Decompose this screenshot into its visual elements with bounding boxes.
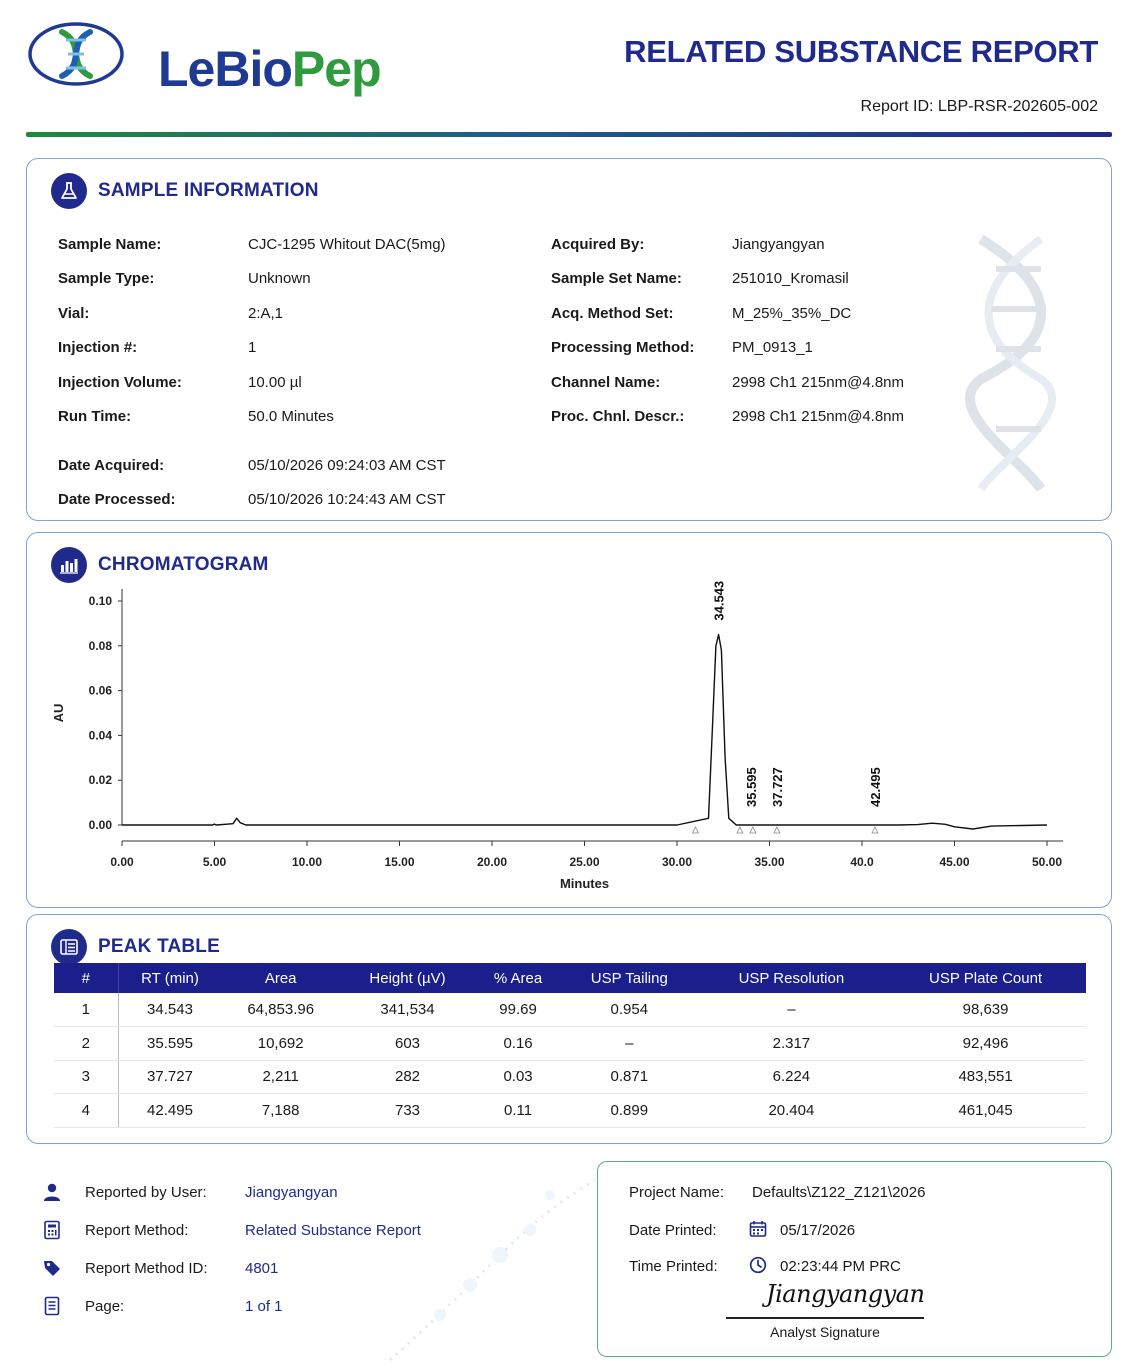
y-tick-label: 0.04 (88, 728, 112, 743)
peak-label: 34.543 (711, 580, 727, 621)
table-cell: 2.317 (698, 1027, 885, 1061)
table-cell: 37.727 (118, 1060, 221, 1094)
sample-information-title: SAMPLE INFORMATION (98, 180, 319, 201)
baseline-marker (693, 827, 699, 833)
sample-field-left-0-value: CJC-1295 Whitout DAC(5mg) (248, 236, 446, 253)
table-cell: 10,692 (221, 1027, 339, 1061)
table-cell: 6.224 (698, 1060, 885, 1094)
x-tick-label: 0.00 (110, 855, 134, 869)
x-tick-label: 25.00 (569, 855, 600, 869)
table-cell: 0.871 (561, 1060, 698, 1094)
table-icon (51, 929, 87, 965)
report-meta (40, 1170, 580, 1360)
sample-field-left-2 (58, 305, 538, 325)
table-cell: 282 (340, 1060, 475, 1094)
x-tick-label: 45.00 (939, 855, 970, 869)
time-printed-value: 02:23:44 PM PRC (780, 1257, 901, 1275)
signature-line (726, 1317, 924, 1319)
table-cell: 42.495 (118, 1094, 221, 1128)
sample-date-0 (58, 457, 538, 477)
sample-field-left-2-value: 2:A,1 (248, 305, 284, 322)
meta-row (40, 1218, 580, 1242)
date-printed-label: Date Printed: (629, 1221, 717, 1239)
brand-logo (26, 18, 381, 97)
sample-field-right-5 (551, 408, 1031, 428)
header-divider (26, 132, 1112, 137)
sample-date-1 (58, 491, 538, 511)
sample-field-left-5-value: 50.0 Minutes (248, 408, 334, 425)
clock-icon (749, 1256, 767, 1278)
chromatogram-card (26, 532, 1112, 908)
column-header: % Area (475, 963, 561, 993)
sample-field-left-4-label: Injection Volume: (58, 374, 182, 391)
sample-date-1-label: Date Processed: (58, 491, 176, 508)
sample-field-left-1-label: Sample Type: (58, 270, 155, 287)
table-cell: 3 (54, 1060, 118, 1094)
sample-date-1-value: 05/10/2026 10:24:43 AM CST (248, 491, 446, 508)
table-row (54, 1060, 1086, 1094)
report-title: RELATED SUBSTANCE REPORT (624, 34, 1098, 69)
sample-date-0-label: Date Acquired: (58, 457, 165, 474)
baseline-marker (750, 827, 756, 833)
sample-field-left-3 (58, 339, 538, 359)
sample-field-right-3-label: Processing Method: (551, 339, 695, 356)
sample-field-left-2-label: Vial: (58, 305, 90, 322)
x-tick-label: 35.00 (754, 855, 785, 869)
report-id: Report ID: LBP-RSR-202605-002 (860, 98, 1098, 115)
sample-field-right-2-label: Acq. Method Set: (551, 305, 674, 322)
sample-field-left-0-label: Sample Name: (58, 236, 162, 253)
table-cell: 0.954 (561, 993, 698, 1027)
date-printed-value: 05/17/2026 (780, 1221, 856, 1239)
table-cell: – (561, 1027, 698, 1061)
sample-field-left-1-value: Unknown (248, 270, 311, 287)
table-cell: 2 (54, 1027, 118, 1061)
meta-value: 4801 (245, 1259, 279, 1277)
y-tick-label: 0.00 (88, 818, 112, 832)
sample-field-right-4 (551, 374, 1031, 394)
peak-table-card (26, 914, 1112, 1144)
chromatogram-trace-0 (122, 635, 1047, 829)
project-name-value: Defaults\Z122_Z121\2026 (752, 1183, 926, 1201)
sample-field-left-5 (58, 408, 538, 428)
column-header: # (54, 963, 118, 993)
sample-information-heading (51, 173, 319, 209)
sample-field-right-3-value: PM_0913_1 (732, 339, 813, 356)
sample-field-left-1 (58, 270, 538, 290)
sample-field-left-4 (58, 374, 538, 394)
table-cell: 99.69 (475, 993, 561, 1027)
flask-icon (51, 173, 87, 209)
y-tick-label: 0.10 (88, 594, 112, 608)
y-tick-label: 0.02 (88, 773, 112, 788)
sample-field-right-4-label: Channel Name: (551, 374, 661, 391)
table-cell: 20.404 (698, 1094, 885, 1128)
table-cell: 0.16 (475, 1027, 561, 1061)
print-info-box (597, 1161, 1112, 1357)
report-header (0, 0, 1148, 140)
table-cell: 1 (54, 993, 118, 1027)
sample-field-left-3-value: 1 (248, 339, 257, 356)
sample-field-right-2 (551, 305, 1031, 325)
table-cell: 0.899 (561, 1094, 698, 1128)
table-cell: 341,534 (340, 993, 475, 1027)
table-cell: 92,496 (885, 1027, 1086, 1061)
sample-field-right-5-label: Proc. Chnl. Descr.: (551, 408, 685, 425)
table-cell: 483,551 (885, 1060, 1086, 1094)
brand-name: LeBioPep (158, 41, 381, 97)
sample-field-right-0-value: Jiangyangyan (732, 236, 825, 253)
table-row (54, 1027, 1086, 1061)
dna-logo-icon (26, 18, 136, 90)
column-header: Height (µV) (340, 963, 475, 993)
x-tick-label: 50.00 (1031, 855, 1063, 869)
calendar-icon (749, 1220, 767, 1242)
column-header: USP Plate Count (885, 963, 1086, 993)
meta-row (40, 1294, 580, 1318)
x-tick-label: 10.00 (291, 855, 323, 869)
peak-table-heading (51, 929, 220, 965)
chromatogram-plot (27, 533, 1112, 908)
table-cell: 98,639 (885, 993, 1086, 1027)
column-header: USP Resolution (698, 963, 885, 993)
peak-table (54, 963, 1086, 1128)
baseline-marker (737, 827, 743, 833)
meta-label: Reported by User: (85, 1183, 207, 1201)
meta-label: Report Method ID: (85, 1259, 208, 1277)
sample-field-left-5-label: Run Time: (58, 408, 132, 425)
peak-table-header (54, 963, 1086, 993)
meta-label: Report Method: (85, 1221, 189, 1239)
x-tick-label: 5.00 (202, 855, 227, 869)
meta-value: Related Substance Report (245, 1221, 421, 1239)
sample-field-right-0-label: Acquired By: (551, 236, 645, 253)
table-cell: 0.03 (475, 1060, 561, 1094)
sample-field-right-1-label: Sample Set Name: (551, 270, 682, 287)
table-cell: 64,853.96 (221, 993, 339, 1027)
meta-value: 1 of 1 (245, 1297, 283, 1315)
sample-field-right-2-value: M_25%_35%_DC (732, 305, 852, 322)
project-name-label: Project Name: (629, 1183, 725, 1201)
tag-icon (40, 1256, 64, 1280)
calculator-icon (40, 1218, 64, 1242)
column-header: RT (min) (118, 963, 221, 993)
time-printed-label: Time Printed: (629, 1257, 718, 1275)
meta-row (40, 1180, 580, 1204)
table-cell: 2,211 (221, 1060, 339, 1094)
meta-value: Jiangyangyan (245, 1183, 338, 1201)
x-tick-label: 15.00 (384, 855, 415, 869)
x-tick-label: 20.00 (476, 855, 508, 869)
sample-field-left-4-value: 10.00 µl (248, 374, 302, 391)
table-cell: 34.543 (118, 993, 221, 1027)
sample-field-right-0 (551, 236, 1031, 256)
sample-field-right-3 (551, 339, 1031, 359)
baseline-marker (774, 827, 780, 833)
chromatogram-title: CHROMATOGRAM (98, 554, 269, 575)
x-tick-label: 30.00 (661, 855, 693, 869)
baseline-marker (872, 827, 878, 833)
sample-field-right-1-value: 251010_Kromasil (732, 270, 849, 287)
y-tick-label: 0.06 (88, 683, 112, 698)
meta-row (40, 1256, 580, 1280)
sample-date-0-value: 05/10/2026 09:24:03 AM CST (248, 457, 446, 474)
x-axis-label: Minutes (559, 876, 610, 891)
table-cell: 461,045 (885, 1094, 1086, 1128)
sample-field-right-5-value: 2998 Ch1 215nm@4.8nm (732, 408, 905, 425)
signature-label: Analyst Signature (770, 1324, 880, 1340)
peak-table-title: PEAK TABLE (98, 936, 220, 957)
y-tick-label: 0.08 (88, 638, 112, 653)
sample-field-right-1 (551, 270, 1031, 290)
x-tick-label: 40.0 (850, 855, 874, 869)
sample-field-right-4-value: 2998 Ch1 215nm@4.8nm (732, 374, 905, 391)
peak-label: 42.495 (867, 767, 883, 807)
table-cell: 733 (340, 1094, 475, 1128)
peak-label: 35.595 (744, 767, 759, 807)
meta-label: Page: (85, 1297, 125, 1315)
table-cell: 7,188 (221, 1094, 339, 1128)
sample-information-card (26, 158, 1112, 521)
sample-field-left-3-label: Injection #: (58, 339, 138, 356)
analyst-signature: Jiangyangyan (766, 1280, 925, 1308)
table-cell: 35.595 (118, 1027, 221, 1061)
table-cell: 4 (54, 1094, 118, 1128)
table-row (54, 993, 1086, 1027)
column-header: Area (221, 963, 339, 993)
table-cell: – (698, 993, 885, 1027)
y-axis-label: AU (51, 703, 66, 723)
column-header: USP Tailing (561, 963, 698, 993)
peak-label: 37.727 (769, 767, 785, 807)
table-row (54, 1094, 1086, 1128)
document-icon (40, 1294, 64, 1318)
sample-field-left-0 (58, 236, 538, 256)
table-cell: 0.11 (475, 1094, 561, 1128)
user-icon (40, 1180, 64, 1204)
table-cell: 603 (340, 1027, 475, 1061)
